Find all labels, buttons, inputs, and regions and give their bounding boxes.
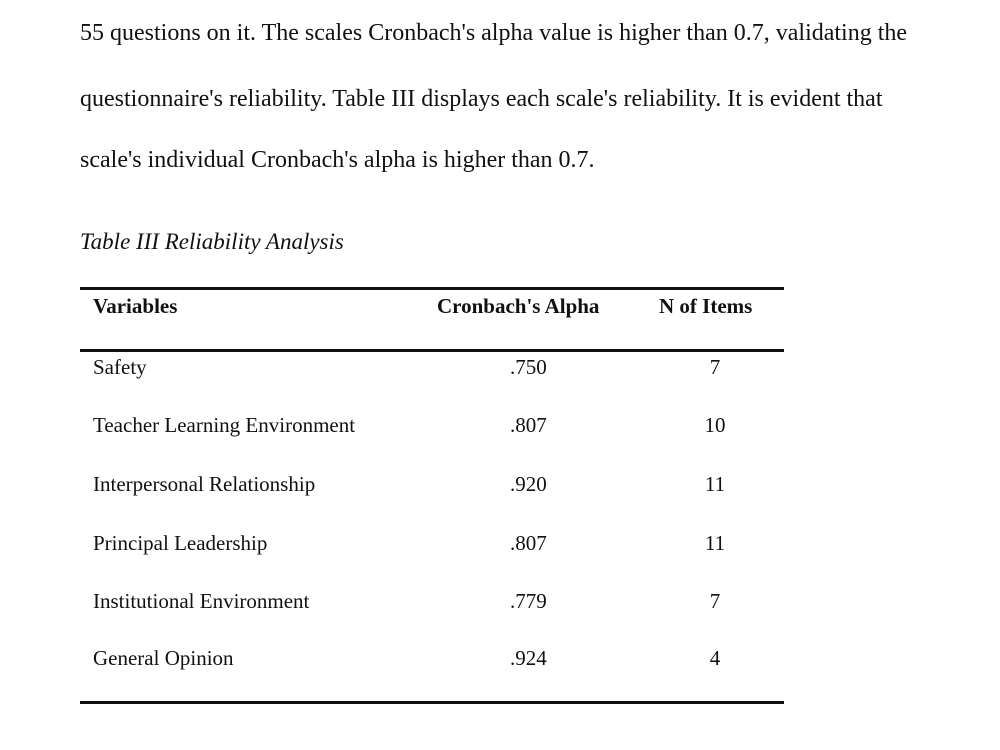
table-top-rule [80,287,784,290]
table-row-variable: Principal Leadership [93,531,268,555]
table-row-variable: Interpersonal Relationship [93,472,316,496]
header-variables: Variables [93,294,178,318]
table-row-alpha: .924 [510,646,547,670]
table-row-alpha: .920 [510,472,547,496]
table-row-items: 11 [704,531,726,555]
table-row-variable: General Opinion [93,646,234,670]
table-row-alpha: .750 [510,355,547,379]
header-n-of-items: N of Items [659,294,753,318]
reliability-table [80,287,784,705]
table-row-variable: Teacher Learning Environment [93,413,356,437]
table-row-variable: Safety [93,355,147,379]
table-row-variable: Institutional Environment [93,589,310,613]
paragraph-line-3: scale's individual Cronbach's alpha is higher than 0.7. [80,147,595,173]
table-row-alpha: .807 [510,413,547,437]
table-row-alpha: .807 [510,531,547,555]
table-row-alpha: .779 [510,589,547,613]
table-row-items: 11 [704,472,726,496]
table-header-rule [80,349,784,352]
table-row-items: 4 [709,646,721,670]
table-row-items: 7 [709,355,721,379]
table-bottom-rule [80,701,784,704]
table-row-items: 7 [709,589,721,613]
header-cronbach-alpha: Cronbach's Alpha [437,294,600,318]
paragraph-line-1: 55 questions on it. The scales Cronbach's alpha value is higher than 0.7, validating the [80,20,908,46]
table-row-items: 10 [704,413,726,437]
table-caption: Table III Reliability Analysis [80,229,344,254]
paragraph-line-2: questionnaire's reliability. Table III displays each scale's reliability. It is evident that [80,86,883,112]
